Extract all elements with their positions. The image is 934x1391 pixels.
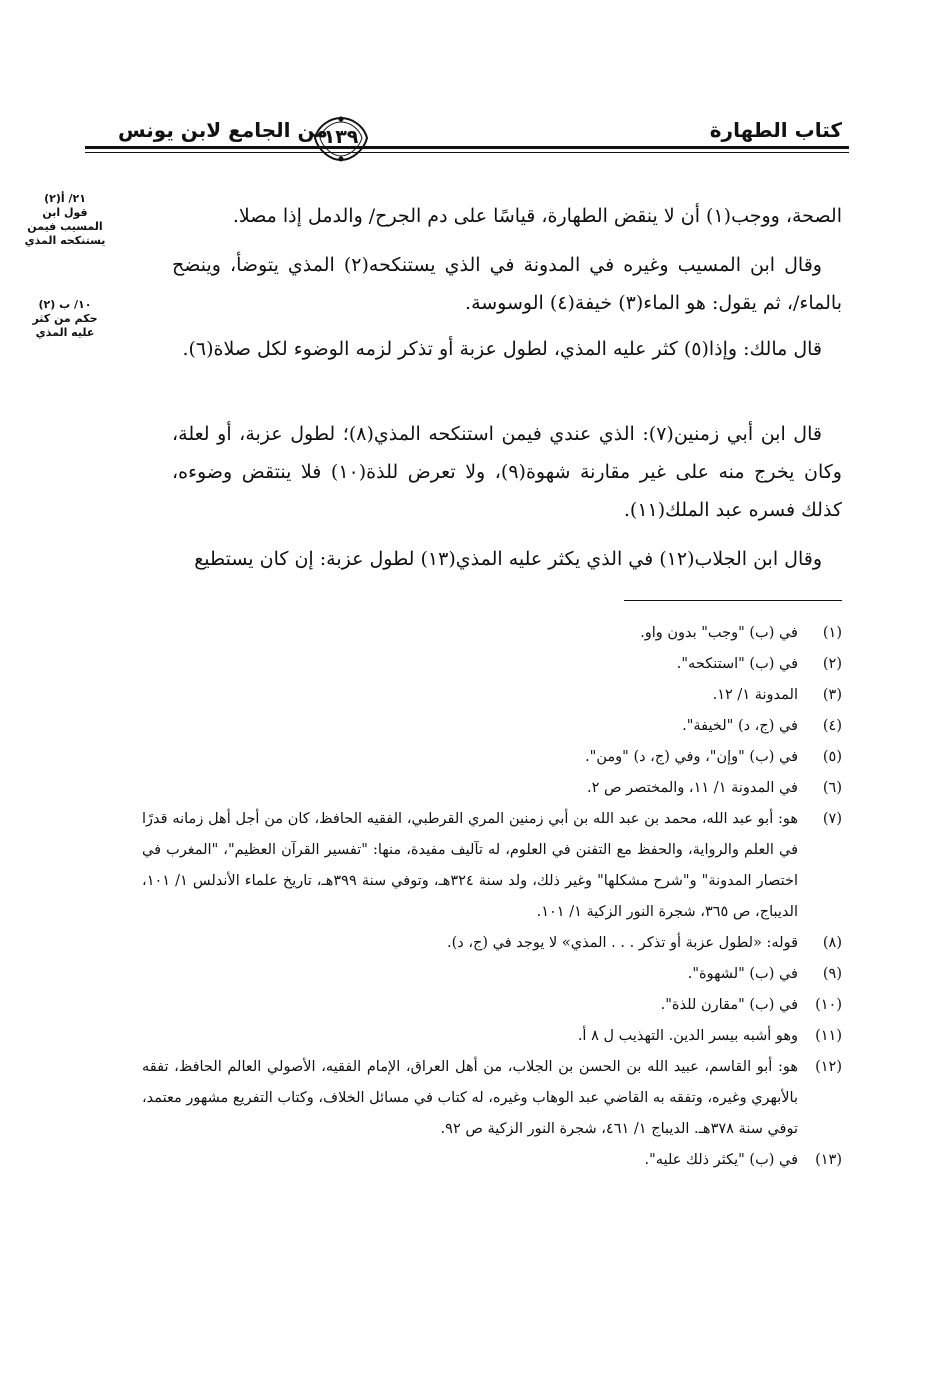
footnote-text: هو: أبو عبد الله، محمد بن عبد الله بن أبي زمنين المري القرطبي، الفقيه الحافظ، كان من أجل أهل زمانه قدرًا في العلم والرواية، والحفظ مع التفنن في العلوم، له تآليف مفيدة، منها: "تفسير القرآن العظيم"، "المغرب في اختصار المدونة" و"شرح مشكلها" وغير ذلك، ولد سنة ٣٢٤هـ، وتوفي سنة ٣٩٩هـ، تاريخ علماء الأندلس ١/ ١٠١، الديباج، ص ٣٦٥، شجرة النور الزكية ١/ ١٠١.: [142, 811, 798, 920]
footnote-separator: [624, 600, 842, 601]
footnote-item: [142, 959, 842, 990]
footnote-text: في (ب) "وإن"، وفي (ج، د) "ومن".: [585, 749, 798, 765]
footnote-item: [142, 618, 842, 649]
footnote-number: (٥): [822, 749, 842, 765]
footnote-number: (٢): [822, 656, 842, 672]
footnote-text: في (ب) "وجب" بدون واو.: [640, 625, 798, 641]
footnote-item: [142, 804, 842, 928]
header-rule-thin: [85, 152, 849, 153]
footnote-item: [142, 773, 842, 804]
footnote-item: [142, 990, 842, 1021]
body-paragraph: الصحة، ووجب(١) أن لا ينقض الطهارة، قياسًا على دم الجرح/ والدمل إذا مصلا.: [232, 205, 842, 227]
footnote-number: (٧): [822, 811, 842, 827]
body-paragraph: وقال ابن الجلاب(١٢) في الذي يكثر عليه المذي(١٣) لطول عزبة: إن كان يستطيع: [194, 548, 822, 570]
footnote-text: وهو أشبه بيسر الدين. التهذيب ل ٨ أ.: [577, 1028, 798, 1044]
footnote-number: (١٠): [815, 997, 842, 1013]
footnote-number: (١١): [815, 1028, 842, 1044]
footnote-item: [142, 680, 842, 711]
body-paragraph: وقال ابن المسيب وغيره في المدونة في الذي يستنكحه(٢) المذي يتوضأ، وينضح بالماء/، ثم يقول: هو الماء(٣) خيفة(٤) الوسوسة.: [172, 254, 842, 314]
footnote-item: [142, 1052, 842, 1145]
footnotes: [142, 618, 842, 1176]
margin-note-1: [20, 192, 110, 248]
body-paragraph: قال ابن أبي زمنين(٧): الذي عندي فيمن استنكحه المذي(٨)؛ لطول عزبة، أو لعلة، وكان يخرج منه على غير مقارنة شهوة(٩)، ولا تعرض للذة(١٠) فلا ينتقض وضوءه، كذلك فسره عبد الملك(١١).: [172, 423, 842, 521]
footnote-item: [142, 1145, 842, 1176]
header-book-title: كتاب الطهارة: [709, 118, 842, 142]
footnote-text: في المدونة ١/ ١١، والمختصر ص ٢.: [587, 780, 798, 796]
footnote-text: في (ب) "مقارن للذة".: [660, 997, 798, 1013]
footnote-item: [142, 711, 842, 742]
footnote-text: في (ب) "لشهوة".: [687, 966, 798, 982]
footnote-item: [142, 742, 842, 773]
margin-note-text: قول ابن المسيب فيمن يستنكحه المذي: [24, 206, 106, 247]
margin-note-ref: ١٠/ ب (٢): [38, 298, 92, 311]
footnote-text: هو: أبو القاسم، عبيد الله بن الحسن بن الجلاب، من أهل العراق، الإمام الفقيه، الأصولي العالم الحافظ، تفقه بالأبهري وغيره، وتفقه به القاضي عبد الوهاب وغيره، له كتاب في مسائل الخلاف، وكتاب التفريع مشهور معتمد، توفي سنة ٣٧٨هـ. الديباج ١/ ٤٦١، شجرة النور الزكية ص ٩٢.: [141, 1059, 798, 1137]
footnote-text: في (ب) "يكثر ذلك عليه".: [644, 1152, 798, 1168]
footnote-number: (٩): [822, 966, 842, 982]
footnote-number: (١٢): [815, 1059, 842, 1075]
header-rule: [85, 146, 849, 149]
footnote-item: [142, 649, 842, 680]
footnote-number: (٦): [822, 780, 842, 796]
footnote-number: (١): [822, 625, 842, 641]
footnote-number: (١٣): [815, 1152, 842, 1168]
footnote-text: في (ج، د) "لخيفة".: [682, 718, 798, 734]
header-work-title: من الجامع لابن يونس: [118, 118, 328, 142]
margin-note-ref: ٢١/ أ(٢): [44, 192, 86, 205]
margin-note-2: [20, 298, 110, 340]
body-paragraph: قال مالك: وإذا(٥) كثر عليه المذي، لطول عزبة أو تذكر لزمه الوضوء لكل صلاة(٦).: [182, 338, 822, 360]
footnote-text: في (ب) "استنكحه".: [676, 656, 798, 672]
footnote-number: (٣): [822, 687, 842, 703]
footnote-number: (٤): [822, 718, 842, 734]
margin-note-text: حكم من كثر عليه المذي: [32, 312, 98, 339]
footnote-text: المدونة ١/ ١٢.: [712, 687, 798, 703]
page-number: ١٣٩: [323, 126, 359, 148]
footnote-item: [142, 928, 842, 959]
footnote-number: (٨): [822, 935, 842, 951]
footnote-text: قوله: «لطول عزبة أو تذكر . . . المذي» لا يوجد في (ج، د).: [447, 935, 798, 951]
footnote-item: [142, 1021, 842, 1052]
